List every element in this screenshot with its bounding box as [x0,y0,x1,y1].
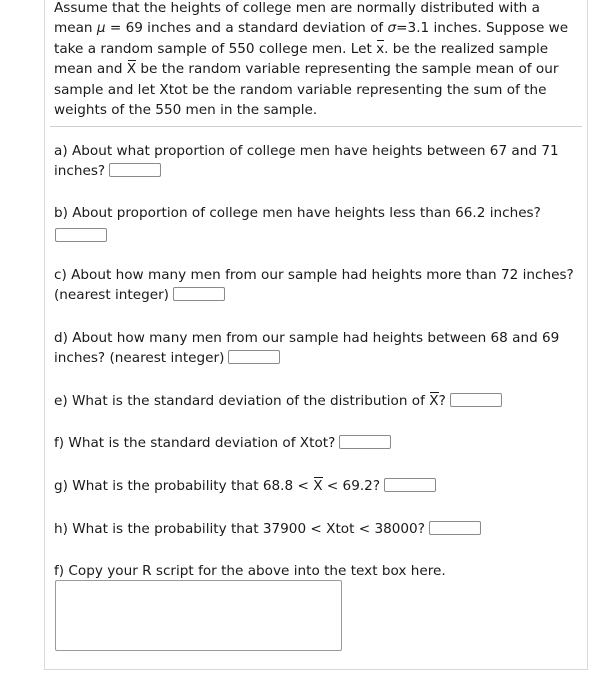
question-text: b) About proportion of college men have heights less than 66.2 inches? [54,205,541,221]
X-bar-symbol: X [127,59,136,79]
sigma-symbol: σ [387,20,397,37]
answer-c-input[interactable] [173,287,225,301]
intro-text: be the random variable representing the sample mean of our [136,61,559,78]
intro-text: take a random sample of 550 college men. Let [54,40,377,57]
question-a [54,141,584,182]
answer-a-input[interactable] [109,163,161,177]
X-bar-symbol: X [313,476,322,496]
divider [50,126,582,127]
answer-b-input[interactable] [55,228,107,242]
answer-d-input[interactable] [228,350,280,364]
intro-text: sample and let Xtot be the random variable representing the sum of the [54,81,547,98]
intro-line: Assume that the heights of college men are normally distributed with a [54,0,540,16]
question-d [54,328,584,369]
intro-text: weights of the 550 men in the sample. [54,102,318,119]
question-c [54,265,584,306]
intro-text: =3.1 inches. Suppose we [396,20,569,37]
intro-text: mean [54,20,97,37]
question-text: f) What is the standard deviation of Xtot? [54,435,336,451]
question-text: inches? [54,163,106,180]
question-f [54,433,584,453]
question-text: h) What is the probability that 37900 < Xtot < 38000? [54,521,425,537]
answer-f-input[interactable] [339,435,391,449]
answer-h-input[interactable] [429,521,481,535]
question-text: ? [438,393,446,409]
r-script-textarea[interactable] [55,580,342,651]
mu-symbol: μ [96,20,106,37]
question-text: f) Copy your R script for the above into the text box here. [54,563,446,579]
answer-e-input[interactable] [450,393,502,407]
question-b [54,203,584,243]
question-text: g) What is the probability that 68.8 < [54,478,314,494]
question-text: d) About how many men from our sample had heights between 68 and 69 [54,330,560,346]
question-text: a) About what proportion of college men have heights between 67 and 71 [54,143,559,159]
intro-text: = 69 inches and a standard deviation of [105,20,388,37]
intro-text: mean and [54,61,127,78]
question-text: e) What is the standard deviation of the distribution of [54,393,430,409]
question-e [54,391,584,411]
question-r-script [54,561,584,581]
question-text: < 69.2? [322,478,381,494]
problem-statement [54,0,584,120]
question-text: c) About how many men from our sample had heights more than 72 inches? [54,267,574,283]
question-h [54,519,584,539]
question-text: (nearest integer) [54,287,169,304]
question-g [54,476,584,496]
X-bar-symbol: X [429,391,438,411]
question-text: inches? (nearest integer) [54,350,225,367]
x-bar-symbol: x [376,39,384,59]
answer-g-input[interactable] [384,478,436,492]
intro-text: . be the realized sample [384,40,549,57]
